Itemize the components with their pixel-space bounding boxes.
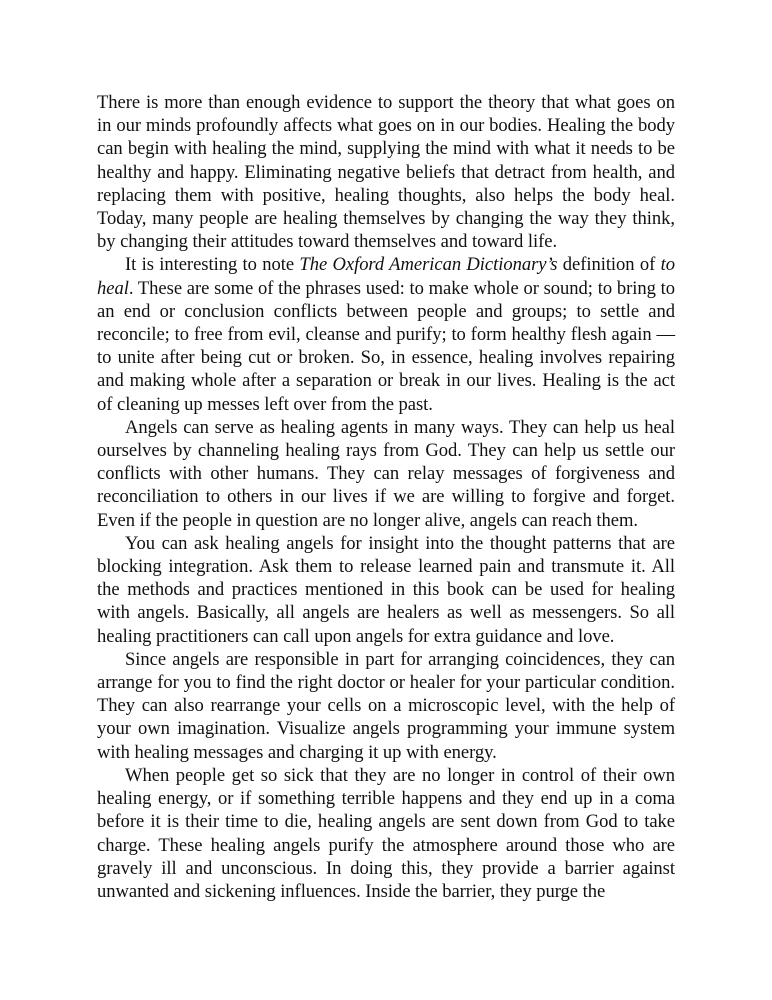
paragraph-5	[97, 648, 675, 764]
paragraph-text: When people get so sick that they are no longer in control of their own healing energy, or if something terrible happens and they end up in a coma before it is their time to die, healing angels are sent down from God to take charge. These healing angels purify the atmosphere around those who are gravely ill and unconscious. In doing this, they provide a barrier against unwanted and sickening influences. Inside the barrier, they purge the	[97, 764, 675, 902]
term-italic: to heal	[97, 254, 675, 299]
paragraph-text: Since angels are responsible in part for arranging coincidences, they can arrange for you to find the right doctor or healer for your particular condition. They can also rearrange your cells on a microscopic level, with the help of your own imagination. Visualize angels programming your immune system with healing messages and charging it up with energy.	[97, 648, 675, 763]
paragraph-text: definition of	[557, 254, 661, 276]
paragraph-4	[97, 532, 675, 648]
paragraph-3	[97, 416, 675, 532]
paragraph-text: . These are some of the phrases used: to make whole or sound; to bring to an end or conclusion conflicts between people and groups; to settle and reconcile; to free from evil, cleanse and purify; to form healthy flesh again — to unite after being cut or broken. So, in essence, healing involves repairing and making whole after a separation or break in our lives. Healing is the act of cleaning up messes left over from the past.	[97, 277, 675, 415]
paragraph-6	[97, 764, 675, 903]
paragraph-text: Angels can serve as healing agents in many ways. They can help us heal ourselves by channeling healing rays from God. They can help us settle our conflicts with other humans. They can relay messages of forgiveness and reconciliation to others in our lives if we are willing to forgive and forget. Even if the people in question are no longer alive, angels can reach them.	[97, 416, 675, 531]
book-title-italic: The Oxford American Dictionary’s	[299, 254, 558, 276]
paragraph-text: It is interesting to note	[125, 254, 300, 276]
body-text	[97, 91, 675, 903]
paragraph-1	[97, 91, 675, 253]
paragraph-text: There is more than enough evidence to support the theory that what goes on in our minds profoundly affects what goes on in our bodies. Healing the body can begin with healing the mind, supplying the mind with what it needs to be healthy and happy. Eliminating negative beliefs that detract from health, and replacing them with positive, healing thoughts, also helps the body heal. Today, many people are healing themselves by changing the way they think, by changing their attitudes toward themselves and toward life.	[97, 92, 675, 253]
paragraph-text: You can ask healing angels for insight into the thought patterns that are blocking integration. Ask them to release learned pain and transmute it. All the methods and practices mentioned in this book can be used for healing with angels. Basically, all angels are healers as well as messengers. So all healing practitioners can call upon angels for extra guidance and love.	[97, 532, 675, 647]
paragraph-2	[97, 253, 675, 415]
